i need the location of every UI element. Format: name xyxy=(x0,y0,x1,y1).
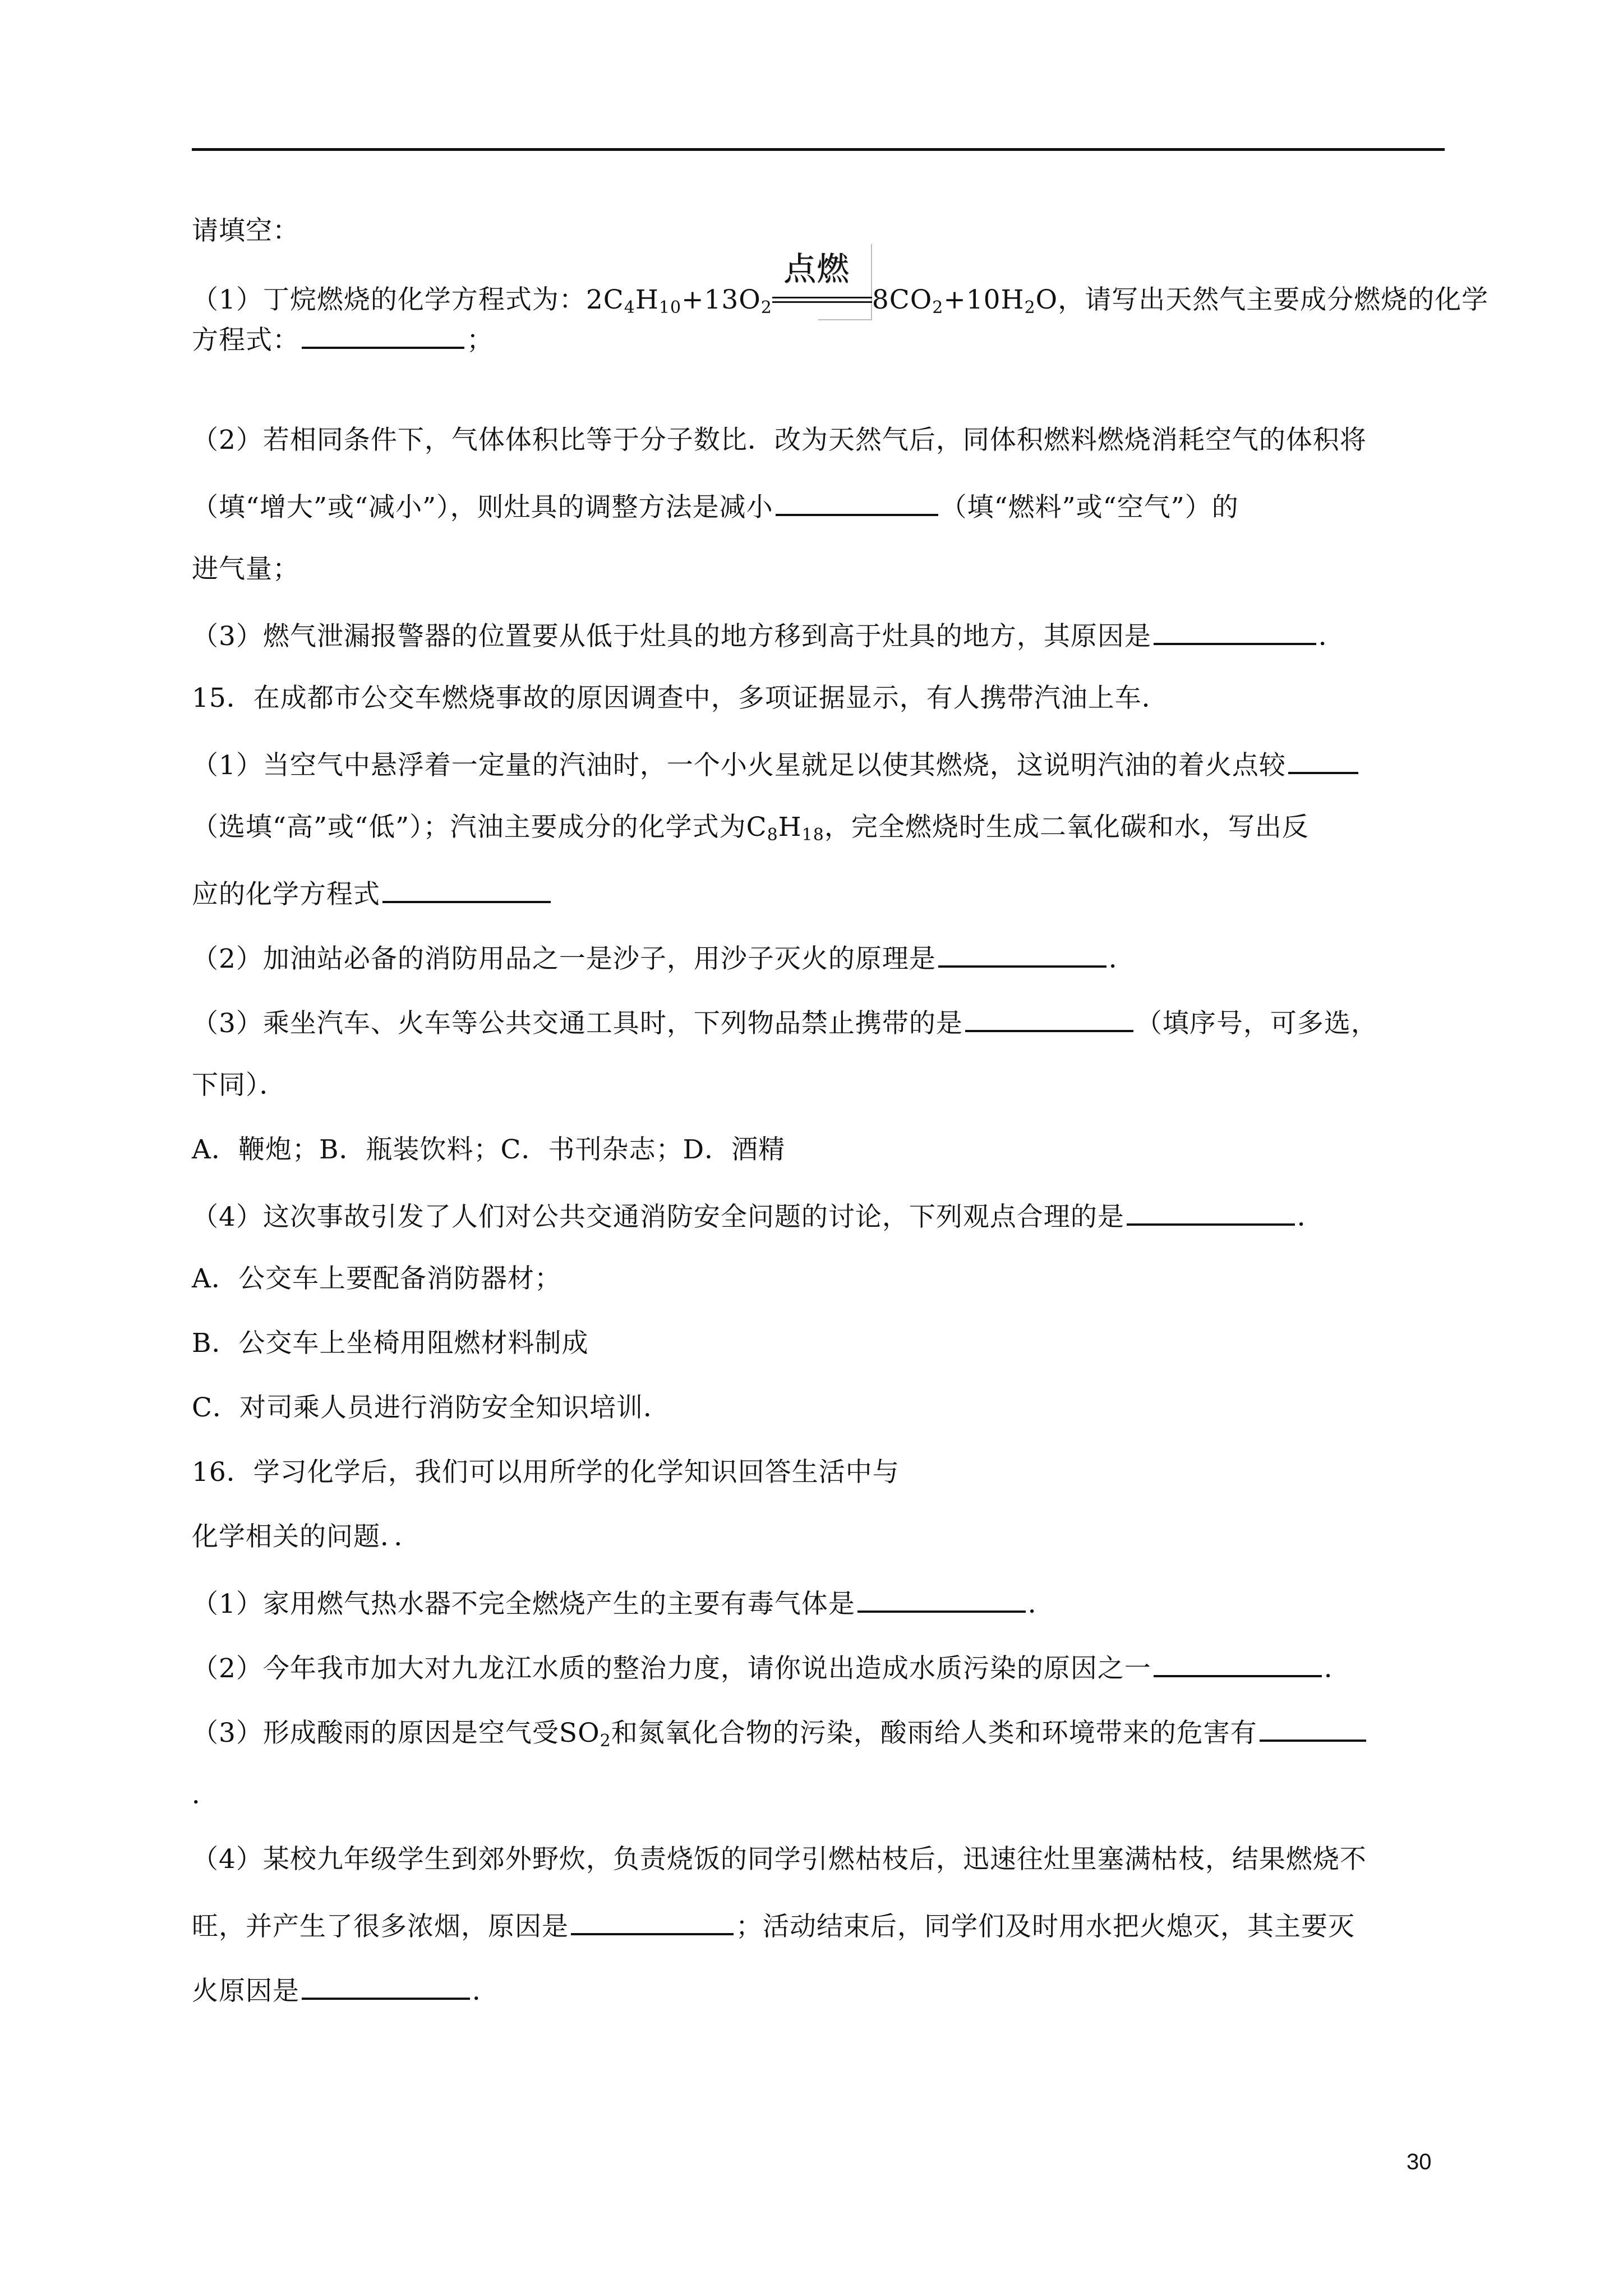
q14-part3-line: （3）燃气泄漏报警器的位置要从低于灶具的地方移到高于灶具的地方，其原因是 ． xyxy=(192,617,1345,654)
q14-part2-line2: （填“增大”或“减小”），则灶具的调整方法是减小 （填“燃料”或“空气”）的 xyxy=(192,488,1239,524)
answer-blank[interactable] xyxy=(965,1004,1133,1032)
answer-blank[interactable] xyxy=(382,875,551,903)
condition-label: 点燃 xyxy=(783,250,850,288)
q16-part4-line3: 火原因是 ． xyxy=(192,1972,499,2008)
answer-blank[interactable] xyxy=(1260,1714,1366,1742)
answer-blank[interactable] xyxy=(776,488,938,516)
header-rule xyxy=(192,148,1445,151)
q14-part1-answer-line: 方程式： ； xyxy=(192,321,494,357)
q16-part4-line: （4）某校九年级学生到郊外野炊，负责烧饭的同学引燃枯枝后，迅速往灶里塞满枯枝，结果燃烧不 xyxy=(192,1844,1367,1875)
answer-blank[interactable] xyxy=(1288,746,1358,774)
q16-stem-line: 16．学习化学后，我们可以用所学的化学知识回答生活中与 xyxy=(192,1457,900,1488)
q14-part1-line: （1）丁烷燃烧的化学方程式为：$2C_4H_{10}+13O_2$ 点燃 $8CO_2+10H_2O$，请写出天然气主要成分燃烧的化学 xyxy=(192,283,1488,317)
q14-part2-line3: 进气量； xyxy=(192,554,299,585)
answer-blank[interactable] xyxy=(1154,1649,1322,1677)
q15-part3-line: （3）乘坐汽车、火车等公共交通工具时，下列物品禁止携带的是 （填序号，可多选， xyxy=(192,1004,1378,1041)
page-number: 30 xyxy=(1407,2150,1432,2174)
instruction-text: 请填空： xyxy=(192,215,299,246)
answer-blank[interactable] xyxy=(302,1972,470,2000)
q15-part4-option-c: C．对司乘人员进行消防安全知识培训． xyxy=(192,1392,670,1423)
q16-part4-line2: 旺，并产生了很多浓烟，原因是 ；活动结束后，同学们及时用水把火熄灭，其主要灭 xyxy=(192,1907,1355,1944)
q15-part4-option-b: B．公交车上坐椅用阻燃材料制成 xyxy=(192,1328,589,1359)
answer-blank[interactable] xyxy=(302,321,464,349)
reaction-condition xyxy=(772,250,872,317)
q15-part4-option-a: A．公交车上要配备消防器材； xyxy=(192,1263,561,1294)
q15-part4-line: （4）这次事故引发了人们对公共交通消防安全问题的讨论，下列观点合理的是 ． xyxy=(192,1198,1324,1234)
answer-blank[interactable] xyxy=(857,1585,1026,1613)
q16-part3-line2: ． xyxy=(192,1779,219,1810)
answer-blank[interactable] xyxy=(571,1907,734,1935)
answer-blank[interactable] xyxy=(1154,617,1316,645)
q15-stem-line: 15．在成都市公交车燃烧事故的原因调查中，多项证据显示，有人携带汽油上车． xyxy=(192,683,1169,714)
answer-blank[interactable] xyxy=(938,940,1106,968)
answer-blank[interactable] xyxy=(1127,1198,1295,1226)
q15-part1-line: （1）当空气中悬浮着一定量的汽油时，一个小火星就足以使其燃烧，这说明汽油的着火点较 xyxy=(192,746,1361,783)
q15-part3-options: A．鞭炮；B．瓶装饮料；C．书刊杂志；D．酒精 xyxy=(192,1134,786,1165)
q16-part2-line: （2）今年我市加大对九龙江水质的整治力度，请你说出造成水质污染的原因之一 ． xyxy=(192,1649,1351,1686)
q14-part2-line: （2）若相同条件下，气体体积比等于分子数比．改为天然气后，同体积燃料燃烧消耗空气的体积将 xyxy=(192,425,1367,455)
instruction-line xyxy=(192,214,299,248)
q15-part3-line2: 下同）． xyxy=(192,1070,287,1101)
q16-stem-line2: 化学相关的问题．． xyxy=(192,1521,421,1552)
q16-part1-line: （1）家用燃气热水器不完全燃烧产生的主要有毒气体是 ． xyxy=(192,1585,1055,1621)
q15-part2-line: （2）加油站必备的消防用品之一是沙子，用沙子灭火的原理是 ． xyxy=(192,940,1136,976)
q15-part1-line3: 应的化学方程式 xyxy=(192,875,553,912)
q15-part1-line2: （选填“高”或“低”）；汽油主要成分的化学式为$C_8H_{18}$，完全燃烧时生成二氧化碳和水，写出反 xyxy=(192,812,1309,845)
q16-part3-line: （3）形成酸雨的原因是空气受$SO_2$和氮氧化合物的污染，酸雨给人类和环境带来的危害有 xyxy=(192,1714,1368,1750)
